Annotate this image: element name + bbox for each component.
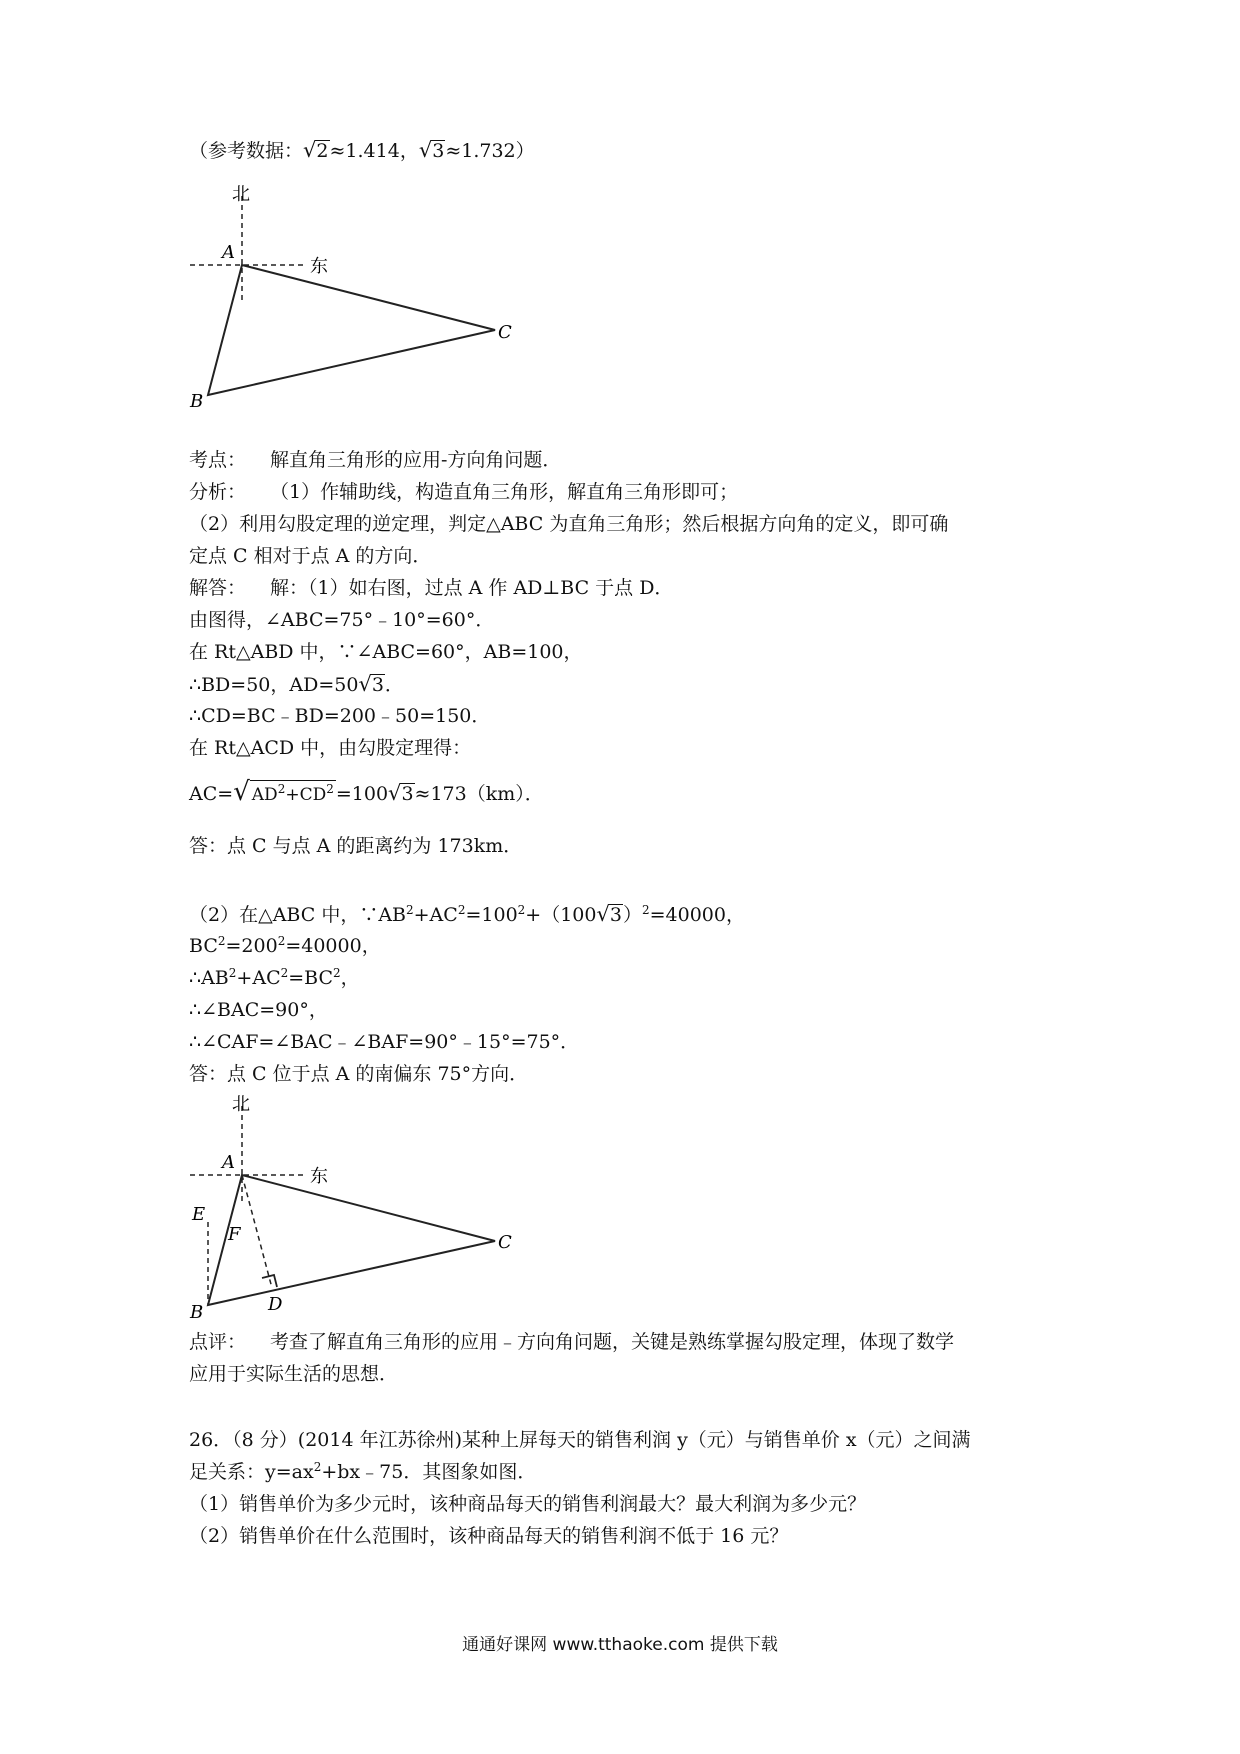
- page-footer: 通通好课网 www.tthaoke.com 提供下载: [462, 1635, 778, 1655]
- jieda-line: 解答： 解：（1）如右图，过点 A 作 AD⊥BC 于点 D．: [189, 577, 674, 599]
- part2-line-2: $BC^2=200^2=40000$，: [189, 934, 381, 957]
- figure-triangle-2: [180, 1090, 520, 1330]
- point-f-label: F: [228, 1224, 241, 1245]
- fenxi-line-2: （2）利用勾股定理的逆定理，判定△ABC 为直角三角形；然后根据方向角的定义，即可确: [189, 513, 949, 535]
- vertex-a-label-2: A: [222, 1152, 235, 1173]
- answer-2: 答：点 C 位于点 A 的南偏东 75°方向．: [189, 1063, 529, 1085]
- vertex-b-label: B: [190, 391, 204, 412]
- reference-data: （参考数据：√2≈1.414，√3≈1.732）: [189, 138, 535, 162]
- kaodian-line: 考点： 解直角三角形的应用-方向角问题．: [189, 449, 562, 471]
- solution-step-5: 在 Rt△ACD 中，由勾股定理得：: [189, 737, 472, 759]
- figure-triangle-1: [180, 180, 520, 420]
- solution-step-3: ∴BD=50，AD=50√3．: [189, 672, 404, 696]
- vertex-c-label-2: C: [498, 1232, 512, 1253]
- solution-step-2: 在 Rt△ABD 中，∵∠ABC=60°，AB=100，: [189, 641, 583, 663]
- vertex-c-label: C: [498, 322, 512, 343]
- question-26-part-2: （2）销售单价在什么范围时，该种商品每天的销售利润不低于 16 元？: [189, 1525, 789, 1547]
- north-label-2: 北: [232, 1094, 250, 1115]
- solution-step-1: 由图得，∠ABC=75°﹣10°=60°．: [189, 609, 495, 631]
- vertex-a-label: A: [222, 242, 235, 263]
- question-26-part-1: （1）销售单价为多少元时，该种商品每天的销售利润最大？最大利润为多少元？: [189, 1493, 867, 1515]
- fenxi-line: 分析： （1）作辅助线，构造直角三角形，解直角三角形即可；: [189, 481, 739, 503]
- point-e-label: E: [192, 1204, 206, 1225]
- answer-1: 答：点 C 与点 A 的距离约为 173km．: [189, 835, 523, 857]
- question-26-line-1: 26．（8 分）(2014 年江苏徐州)某种上屏每天的销售利润 y（元）与销售单价 x（元）之间满: [189, 1429, 971, 1451]
- vertex-b-label-2: B: [190, 1302, 204, 1323]
- part2-line-4: ∴∠BAC=90°，: [189, 999, 328, 1021]
- part2-line-1: （2）在△ABC 中，$\because AB^2+AC^2=100^2+(100√3)^2=40000$，: [189, 902, 745, 926]
- solution-step-4: ∴CD=BC﹣BD=200﹣50=150．: [189, 705, 491, 727]
- dianping-line: 点评： 考查了解直角三角形的应用﹣方向角问题，关键是熟练掌握勾股定理，体现了数学: [189, 1331, 955, 1353]
- question-26-line-2: 足关系：$y=ax^2+bx﹣75$．其图象如图．: [189, 1460, 537, 1483]
- dianping-line-2: 应用于实际生活的思想．: [189, 1363, 399, 1385]
- point-d-label: D: [268, 1294, 283, 1315]
- east-label-2: 东: [310, 1166, 328, 1187]
- part2-line-5: ∴∠CAF=∠BAC﹣∠BAF=90°﹣15°=75°．: [189, 1031, 580, 1053]
- fenxi-line-3: 定点 C 相对于点 A 的方向．: [189, 545, 432, 567]
- east-label: 东: [310, 256, 328, 277]
- north-label: 北: [232, 184, 250, 205]
- part2-line-3: $\therefore AB^2+AC^2=BC^2$，: [189, 966, 360, 989]
- solution-step-6: AC=√ $AD^2+CD^2 =100√3\approx 173(km)$．: [189, 777, 544, 807]
- radicand: $AD^2+CD^2$: [250, 780, 336, 809]
